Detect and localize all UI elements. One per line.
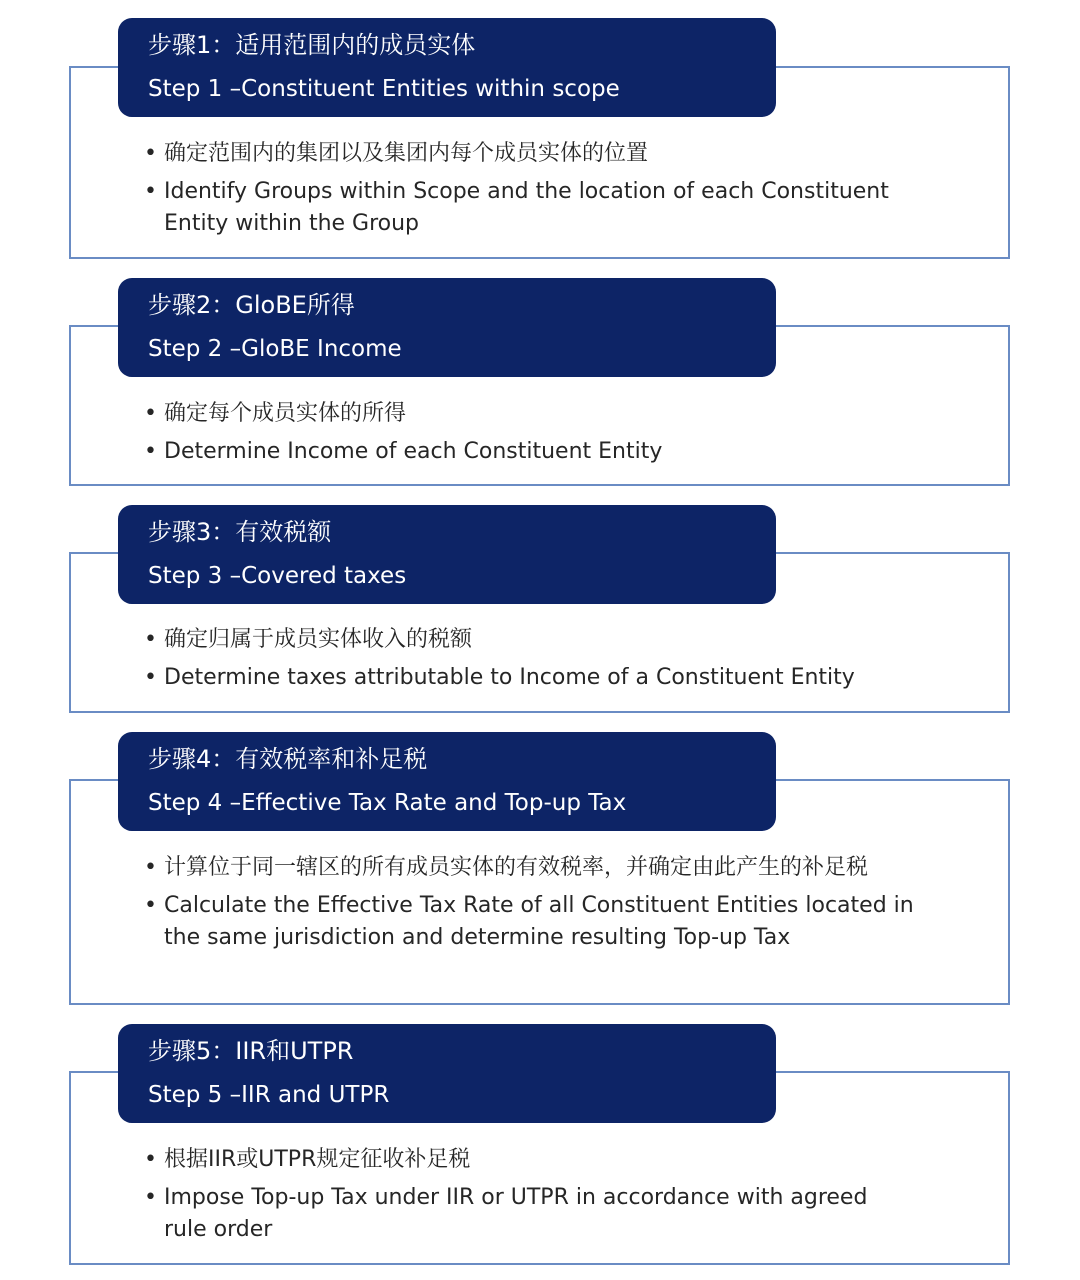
- step-3-title-en: Step 3 –Covered taxes: [148, 563, 407, 589]
- step-2-header: [118, 278, 776, 377]
- step-4-title-zh: 步骤4：有效税率和补足税: [148, 745, 428, 773]
- step-5-bullets: [144, 1144, 914, 1252]
- step-1-title-zh: 步骤1：适用范围内的成员实体: [148, 31, 476, 59]
- step-4-bullets: [144, 852, 934, 960]
- step-1-header: [118, 18, 776, 117]
- step-4-bullet-en: • Calculate the Effective Tax Rate of all Constituent Entities located in the same jurisdiction and determine resulting Top-up Tax: [144, 890, 934, 954]
- step-5-bullet-zh: • 根据IIR或UTPR规定征收补足税: [144, 1144, 914, 1176]
- step-3-bullets: [144, 624, 944, 700]
- step-2-title-en: Step 2 –GloBE Income: [148, 336, 402, 362]
- step-3-bullet-en: • Determine taxes attributable to Income of a Constituent Entity: [144, 662, 944, 694]
- step-2-title-zh: 步骤2：GloBE所得: [148, 291, 355, 319]
- step-3-bullet-zh: • 确定归属于成员实体收入的税额: [144, 624, 944, 656]
- step-3-title-zh: 步骤3：有效税额: [148, 518, 332, 546]
- step-4-title-en: Step 4 –Effective Tax Rate and Top-up Tax: [148, 790, 627, 816]
- step-5-title-en: Step 5 –IIR and UTPR: [148, 1082, 390, 1108]
- step-2-bullets: [144, 398, 944, 474]
- step-4-header: [118, 732, 776, 831]
- step-1-bullet-en: • Identify Groups within Scope and the location of each Constituent Entity within the Group: [144, 176, 934, 240]
- step-5-title-zh: 步骤5：IIR和UTPR: [148, 1037, 354, 1065]
- step-2-bullet-en: • Determine Income of each Constituent Entity: [144, 436, 944, 468]
- step-1-title-en: Step 1 –Constituent Entities within scope: [148, 76, 620, 102]
- step-5-header: [118, 1024, 776, 1123]
- step-5-bullet-en: • Impose Top-up Tax under IIR or UTPR in accordance with agreed rule order: [144, 1182, 914, 1246]
- step-2-bullet-zh: • 确定每个成员实体的所得: [144, 398, 944, 430]
- step-1-bullet-zh: • 确定范围内的集团以及集团内每个成员实体的位置: [144, 138, 934, 170]
- step-1-bullets: [144, 138, 934, 246]
- step-3-header: [118, 505, 776, 604]
- step-4-bullet-zh: • 计算位于同一辖区的所有成员实体的有效税率，并确定由此产生的补足税: [144, 852, 934, 884]
